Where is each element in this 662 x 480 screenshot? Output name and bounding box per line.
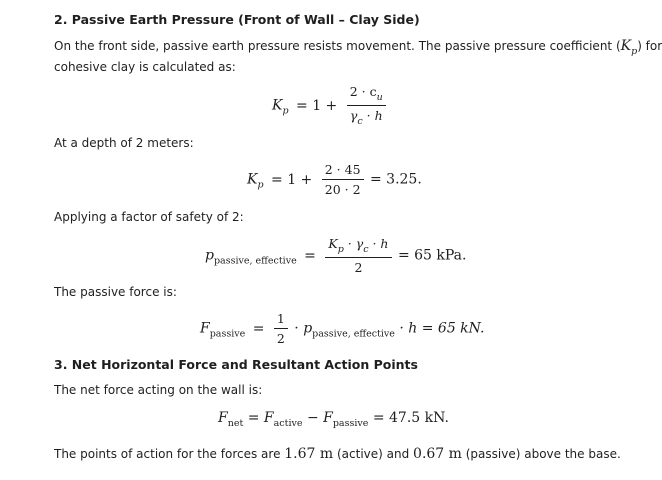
passive-intro-line2: cohesive clay is calculated as:	[54, 60, 236, 74]
passive-pressure-fraction: $\frac{K_p \cdot \gamma_c \cdot h}{2}$	[325, 236, 391, 275]
safety-factor-text: Applying a factor of safety of 2:	[54, 210, 244, 224]
section-heading-passive-pressure: 2. Passive Earth Pressure (Front of Wall – Clay Side)	[54, 12, 420, 27]
kp-value-fraction: $\frac{2 \cdot 45}{20 \cdot 2}$	[322, 162, 364, 197]
half-fraction: $\frac{1}{2}$	[274, 311, 288, 346]
intro-text-b: ) for	[637, 39, 662, 53]
equation-passive-pressure: $p_{passive, effective}$ = $\frac{K_p \cdot \gamma_c \cdot h}{2}$ = 65 kPa.	[205, 236, 467, 275]
depth-text: At a depth of 2 meters:	[54, 136, 194, 150]
equation-kp-value: $K_p = 1$ + $\frac{2 \cdot 45}{20 \cdot 2}$ = 3.25.	[247, 162, 422, 197]
section-heading-net-force: 3. Net Horizontal Force and Resultant Action Points	[54, 357, 418, 372]
net-force-text: The net force acting on the wall is:	[54, 383, 263, 397]
intro-text-a: On the front side, passive earth pressure resists movement. The passive pressure coefficient (	[54, 39, 621, 53]
equation-net-force: $F_{net} = F_{active} - F_{passive} = 47.5$ kN.	[218, 410, 449, 429]
equation-kp-formula: $K_p = 1$ + $\frac{2 \cdot c_u}{\gamma_c \cdot h}$	[272, 84, 388, 127]
passive-intro-line1	[54, 38, 662, 57]
passive-force-text: The passive force is:	[54, 285, 177, 299]
equation-passive-force: $F_{passive}$ = $\frac{1}{2}$ · $p_{passive, effective} \cdot h = 65$ kN.	[200, 311, 485, 346]
kp-fraction: $\frac{2 \cdot c_u}{\gamma_c \cdot h}$	[347, 84, 386, 127]
action-points-text: The points of action for the forces are 1.67 m (active) and 0.67 m (passive) above the base.	[54, 446, 621, 462]
passive-point-value: 0.67 m	[413, 446, 462, 462]
kp-symbol-inline: $K_p$	[620, 38, 638, 57]
active-point-value: 1.67 m	[284, 446, 334, 462]
